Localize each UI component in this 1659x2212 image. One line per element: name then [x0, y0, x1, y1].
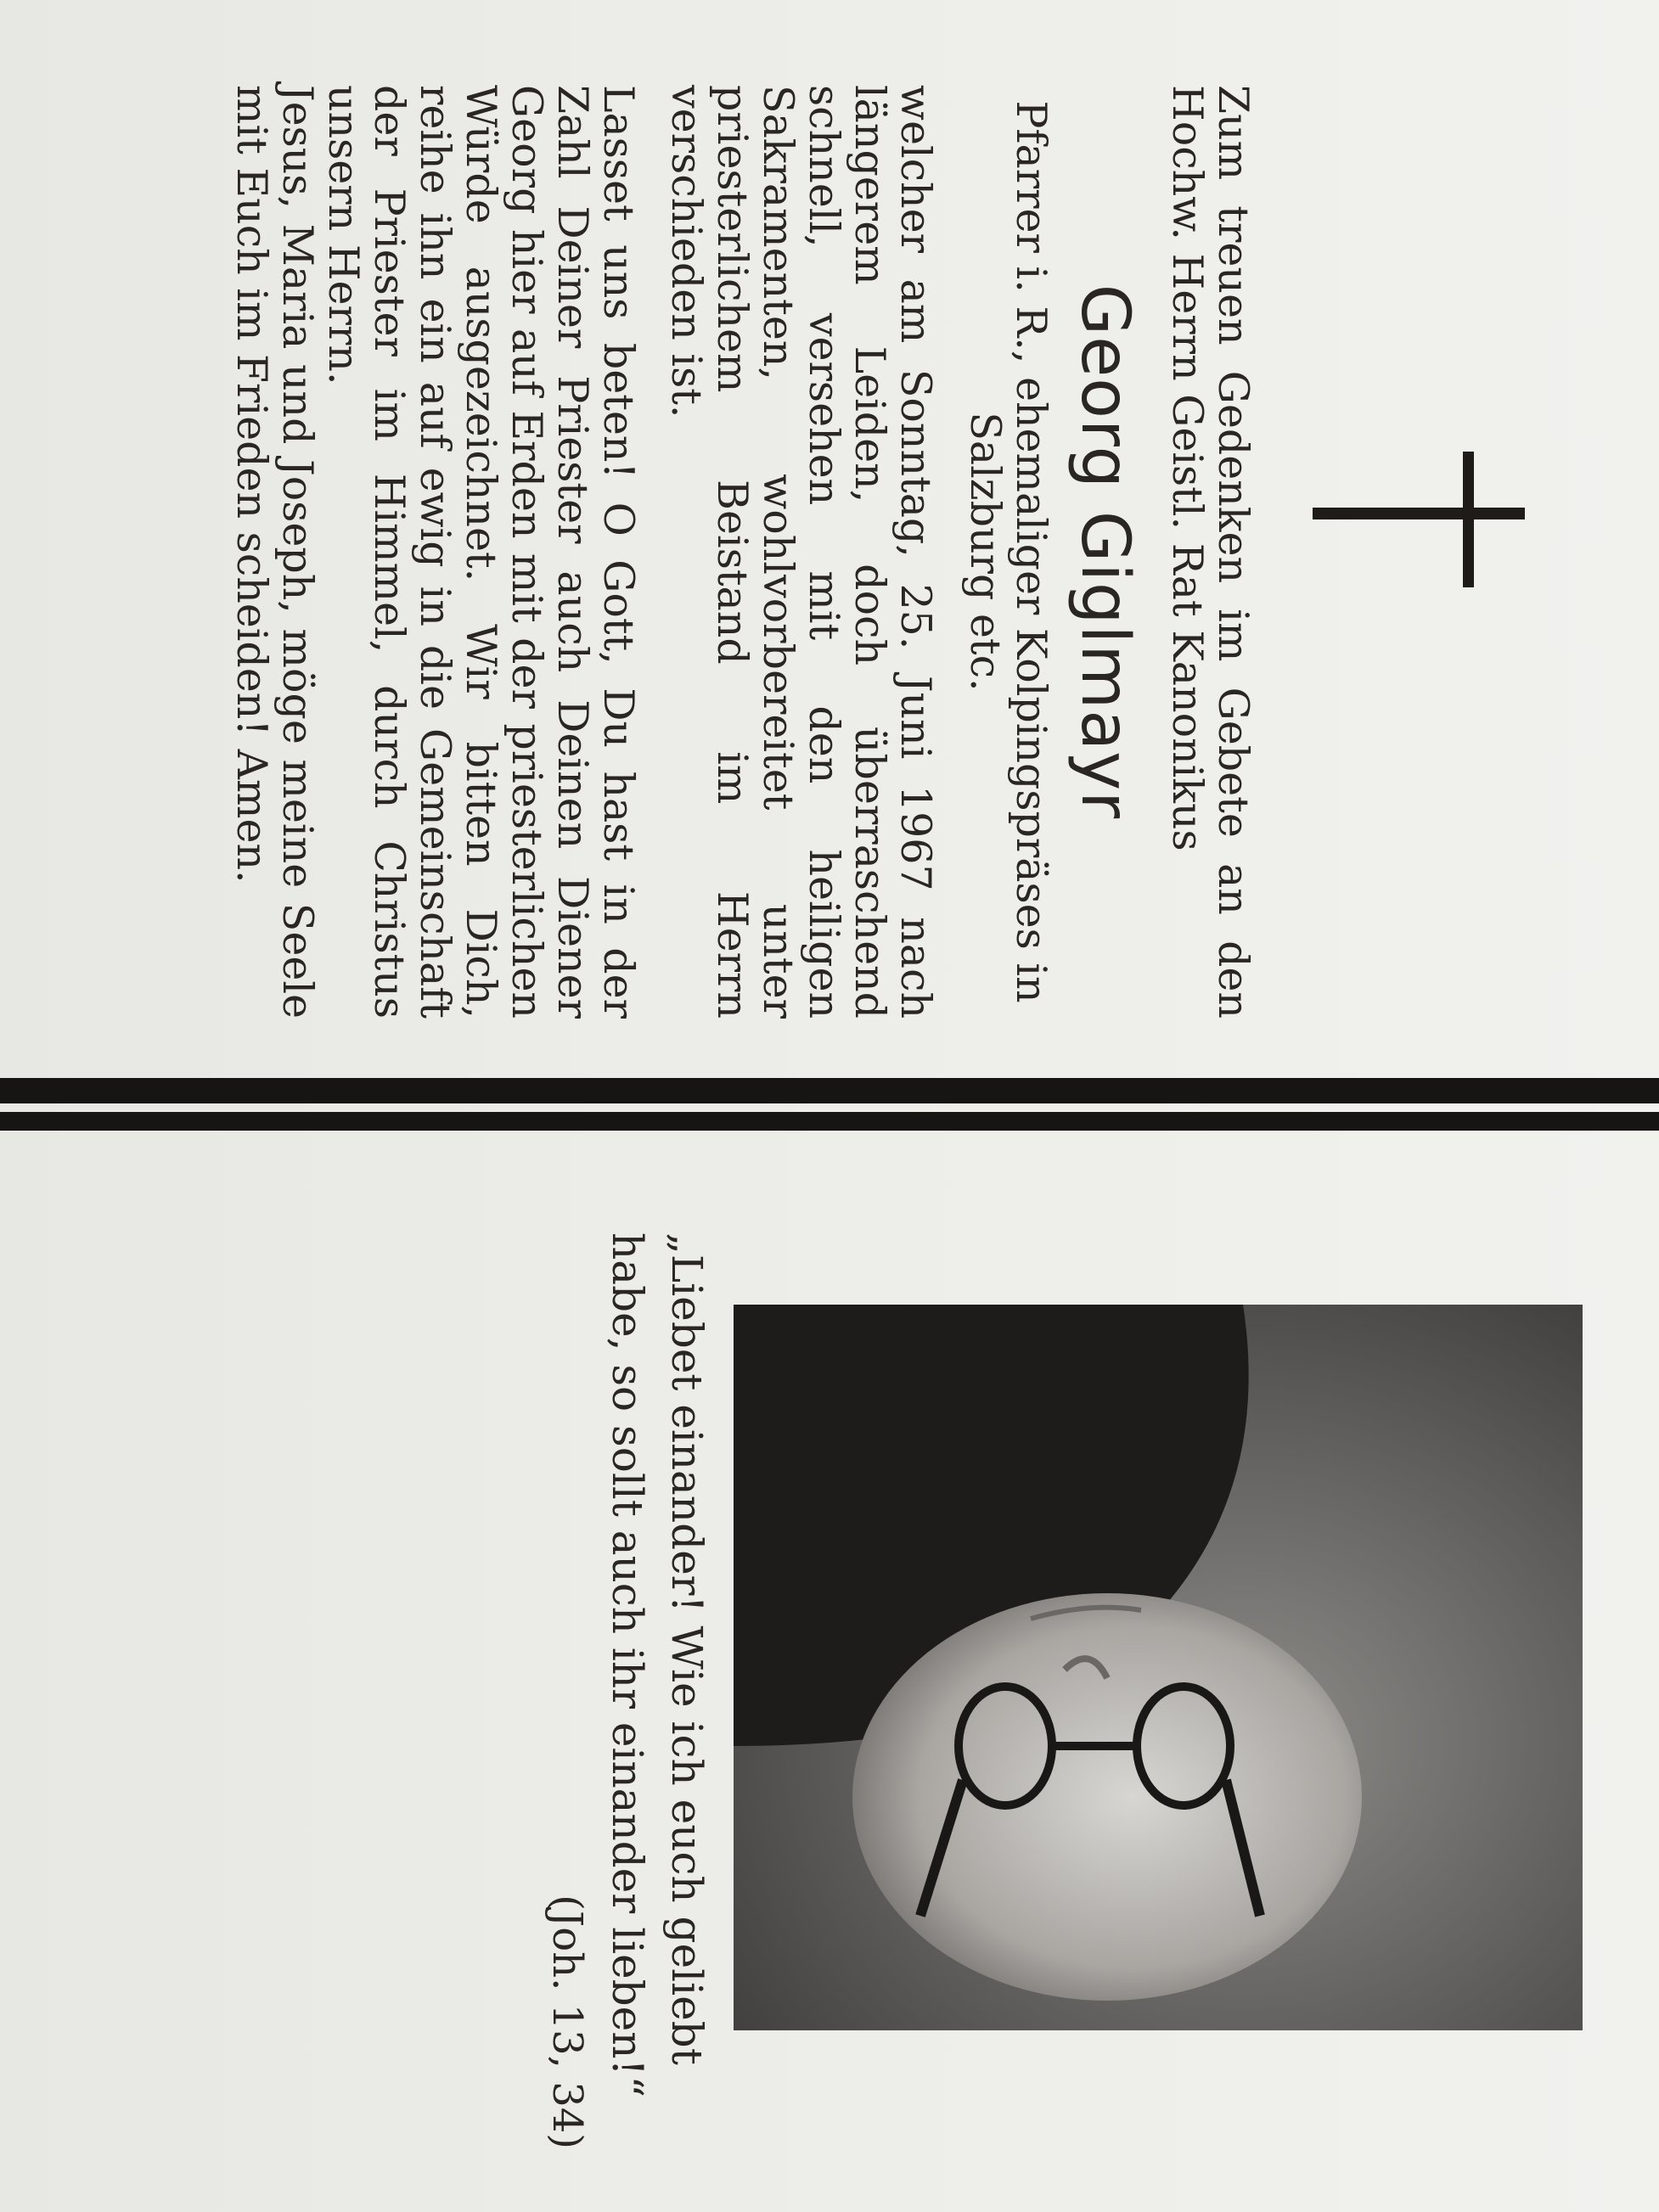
dedication: Zum treuen Gedenken im Gebete an den Hochw. Herrn Geistl. Rat Kanonikus: [1163, 85, 1257, 1019]
closing-text: Jesus, Maria und Joseph, möge meine Seele mit Euch im Frieden scheiden! Amen.: [228, 85, 322, 1019]
quote-text: „Liebet einander! Wie ich euch geliebt habe, so sollt auch ihr einander lieben!“: [603, 1232, 711, 2098]
quote-reference: (Joh. 13, 34): [543, 1895, 591, 2149]
photo-panel: [0, 1139, 1659, 2212]
death-notice: welcher am Sonntag, 25. Juni 1967 nach längerem Leiden, doch überraschend schnell, versehen mit den heiligen Sakramenten, wohlvorbereitet unter priesterlichem Beistand im Herrn verschieden ist.: [662, 85, 940, 1019]
deceased-title: Pfarrer i. R., ehemaliger Kolpingspräses in Salzburg etc.: [961, 100, 1055, 1003]
portrait-photo: [734, 1305, 1583, 2030]
prayer-text: Lasset uns beten! O Gott, Du hast in der Zahl Deiner Priester auch Deinen Diener Georg hier auf Erden mit der priesterlichen Würde ausgezeichnet. Wir bitten Dich, reihe ihn ein auf ewig in die Gemeinschaft der Priester im Himmel, durch Christus unsern Herrn.: [319, 85, 643, 1019]
cross-icon: [1313, 452, 1525, 587]
deceased-name: Georg Giglmayr: [1066, 284, 1143, 820]
text-block: [228, 85, 1256, 1019]
bible-quote: [598, 1232, 717, 2115]
fold-divider: [0, 1071, 1659, 1139]
text-panel: [0, 0, 1659, 1071]
